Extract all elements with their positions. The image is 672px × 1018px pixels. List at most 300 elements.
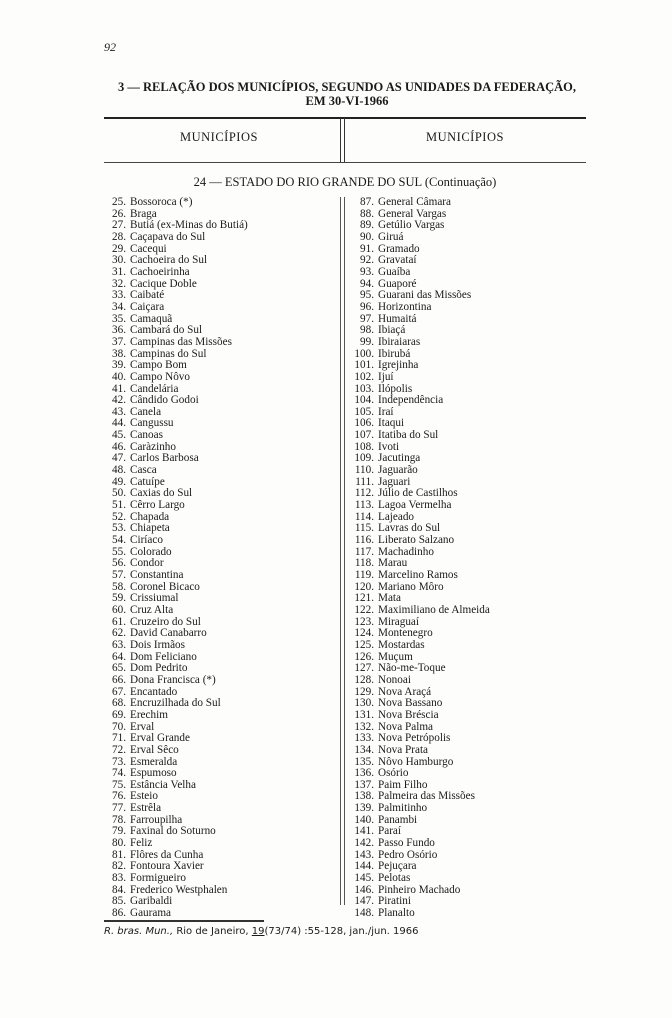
item-number: 58. bbox=[112, 580, 126, 593]
column-header-left: MUNICÍPIOS bbox=[180, 130, 258, 144]
item-name: Gramado bbox=[378, 242, 420, 255]
item-number: 140. bbox=[354, 813, 374, 826]
item-number: 33. bbox=[112, 289, 126, 302]
list-item bbox=[348, 372, 490, 384]
item-name: Carlos Barbosa bbox=[130, 452, 199, 465]
item-number: 61. bbox=[112, 615, 126, 628]
item-name: Chiapeta bbox=[130, 522, 170, 535]
item-name: Planalto bbox=[378, 907, 415, 920]
item-number: 60. bbox=[112, 603, 126, 616]
item-name: Campo Nôvo bbox=[130, 370, 190, 383]
list-item bbox=[348, 675, 490, 687]
item-name: Encantado bbox=[130, 685, 178, 698]
item-name: Não-me-Toque bbox=[378, 662, 446, 675]
item-name: Fontoura Xavier bbox=[130, 860, 204, 873]
item-number: 121. bbox=[354, 592, 374, 605]
item-number: 55. bbox=[112, 545, 126, 558]
item-name: Lajeado bbox=[378, 510, 415, 523]
item-number: 52. bbox=[112, 510, 126, 523]
item-number: 102. bbox=[354, 370, 374, 383]
list-item bbox=[348, 302, 490, 314]
table-top-rule bbox=[104, 117, 586, 119]
municipality-list-left bbox=[102, 197, 248, 920]
item-name: Coronel Bicaco bbox=[130, 580, 200, 593]
item-number: 62. bbox=[112, 627, 126, 640]
item-name: Erechim bbox=[130, 708, 168, 721]
item-name: Formigueiro bbox=[130, 872, 186, 885]
item-number: 141. bbox=[354, 825, 374, 838]
item-number: 109. bbox=[354, 452, 374, 465]
item-name: Estrêla bbox=[130, 802, 162, 815]
item-name: Bossoroca (*) bbox=[130, 196, 193, 208]
item-number: 115. bbox=[354, 522, 374, 535]
item-number: 93. bbox=[360, 265, 374, 278]
item-name: Cacique Doble bbox=[130, 277, 197, 290]
item-name: Dona Francisca (*) bbox=[130, 673, 216, 686]
item-number: 147. bbox=[354, 895, 374, 908]
item-number: 41. bbox=[112, 382, 126, 395]
item-number: 36. bbox=[112, 324, 126, 337]
list-item bbox=[102, 500, 248, 512]
item-name: Igrejinha bbox=[378, 359, 419, 372]
item-number: 57. bbox=[112, 569, 126, 581]
item-number: 68. bbox=[112, 697, 126, 710]
item-name: Nova Bassano bbox=[378, 697, 443, 710]
list-item bbox=[348, 535, 490, 547]
item-number: 74. bbox=[112, 767, 126, 780]
item-number: 37. bbox=[112, 335, 126, 348]
item-name: Butiá (ex-Minas do Butiá) bbox=[130, 219, 248, 232]
item-number: 53. bbox=[112, 522, 126, 535]
item-name: Camaquã bbox=[130, 312, 173, 325]
item-number: 105. bbox=[354, 405, 374, 418]
item-name: Erval Grande bbox=[130, 732, 190, 745]
section-title-line-2: EM 30-VI-1966 bbox=[305, 94, 389, 108]
footer-issue: (73/74) :55-128, jan./jun. 1966 bbox=[264, 926, 419, 937]
item-number: 99. bbox=[360, 335, 374, 348]
item-number: 51. bbox=[112, 499, 126, 512]
list-item bbox=[102, 337, 248, 349]
item-name: Ibirubá bbox=[378, 347, 411, 360]
item-name: Frederico Westphalen bbox=[130, 883, 228, 896]
item-number: 27. bbox=[112, 219, 126, 232]
item-number: 120. bbox=[354, 580, 374, 593]
item-number: 43. bbox=[112, 405, 126, 418]
item-number: 96. bbox=[360, 300, 374, 313]
item-name: Nova Araçá bbox=[378, 685, 432, 698]
item-name: Cachoeirinha bbox=[130, 265, 190, 278]
item-number: 83. bbox=[112, 872, 126, 885]
item-number: 107. bbox=[354, 429, 374, 442]
item-name: Humaitá bbox=[378, 312, 417, 325]
item-number: 39. bbox=[112, 359, 126, 372]
footer-rule bbox=[104, 920, 264, 922]
item-name: Ibiaçá bbox=[378, 324, 406, 337]
item-name: Canoas bbox=[130, 429, 163, 442]
item-name: Pedro Osório bbox=[378, 848, 438, 861]
item-name: General Câmara bbox=[378, 196, 451, 208]
item-number: 131. bbox=[354, 708, 374, 721]
item-name: Caràzinho bbox=[130, 440, 176, 453]
item-name: Espumoso bbox=[130, 767, 177, 780]
item-name: Esteio bbox=[130, 790, 158, 803]
item-number: 133. bbox=[354, 732, 374, 745]
item-name: Nova Petrópolis bbox=[378, 732, 451, 745]
item-number: 125. bbox=[354, 638, 374, 651]
list-item bbox=[102, 197, 248, 209]
item-number: 112. bbox=[354, 487, 374, 500]
item-name: Itaqui bbox=[378, 417, 405, 430]
item-name: General Vargas bbox=[378, 207, 447, 220]
list-item bbox=[348, 710, 490, 722]
item-name: Casca bbox=[130, 464, 157, 477]
item-number: 144. bbox=[354, 860, 374, 873]
item-name: Giruá bbox=[378, 230, 404, 243]
list-item bbox=[348, 908, 490, 920]
item-name: Catuípe bbox=[130, 475, 165, 488]
item-name: Caxias do Sul bbox=[130, 487, 193, 500]
list-item bbox=[102, 640, 248, 652]
item-number: 129. bbox=[354, 685, 374, 698]
state-title: 24 — ESTADO DO RIO GRANDE DO SUL (Continuação) bbox=[193, 175, 497, 189]
list-item bbox=[102, 838, 248, 850]
item-number: 119. bbox=[354, 569, 374, 581]
item-number: 88. bbox=[360, 207, 374, 220]
item-name: Palmeira das Missões bbox=[378, 790, 475, 803]
item-number: 47. bbox=[112, 452, 126, 465]
item-number: 26. bbox=[112, 207, 126, 220]
item-number: 114. bbox=[354, 510, 374, 523]
item-name: Montenegro bbox=[378, 627, 433, 640]
item-number: 77. bbox=[112, 802, 126, 815]
list-item bbox=[102, 873, 248, 885]
item-number: 128. bbox=[354, 673, 374, 686]
item-name: Estância Velha bbox=[130, 778, 196, 791]
item-number: 72. bbox=[112, 743, 126, 756]
item-number: 34. bbox=[112, 300, 126, 313]
item-number: 113. bbox=[354, 499, 374, 512]
item-name: Gaurama bbox=[130, 907, 171, 920]
item-number: 104. bbox=[354, 394, 374, 407]
item-name: Getúlio Vargas bbox=[378, 219, 445, 232]
list-item bbox=[102, 372, 248, 384]
item-name: Jaguarão bbox=[378, 464, 418, 477]
item-number: 91. bbox=[360, 242, 374, 255]
item-name: Braga bbox=[130, 207, 157, 220]
item-name: Paim Filho bbox=[378, 778, 428, 791]
section-title bbox=[104, 80, 590, 108]
list-item bbox=[102, 745, 248, 757]
item-number: 103. bbox=[354, 382, 374, 395]
item-number: 106. bbox=[354, 417, 374, 430]
item-name: Pejuçara bbox=[378, 860, 417, 873]
item-name: Ibiraiaras bbox=[378, 335, 421, 348]
item-name: Nôvo Hamburgo bbox=[378, 755, 454, 768]
item-number: 75. bbox=[112, 778, 126, 791]
item-name: Palmitinho bbox=[378, 802, 428, 815]
item-name: Condor bbox=[130, 557, 164, 570]
item-number: 25. bbox=[112, 196, 126, 208]
item-number: 46. bbox=[112, 440, 126, 453]
item-name: Colorado bbox=[130, 545, 172, 558]
item-number: 65. bbox=[112, 662, 126, 675]
item-name: Nova Prata bbox=[378, 743, 429, 756]
item-number: 80. bbox=[112, 837, 126, 850]
item-number: 30. bbox=[112, 254, 126, 267]
item-number: 35. bbox=[112, 312, 126, 325]
item-number: 95. bbox=[360, 289, 374, 302]
item-number: 135. bbox=[354, 755, 374, 768]
item-name: Dom Feliciano bbox=[130, 650, 197, 663]
list-item bbox=[348, 838, 490, 850]
item-number: 132. bbox=[354, 720, 374, 733]
list-item bbox=[348, 197, 490, 209]
item-name: Piratini bbox=[378, 895, 411, 908]
item-name: Caçapava do Sul bbox=[130, 230, 206, 243]
item-name: Faxinal do Soturno bbox=[130, 825, 216, 838]
item-number: 111. bbox=[355, 475, 374, 488]
item-number: 124. bbox=[354, 627, 374, 640]
section-title-line-1: 3 — RELAÇÃO DOS MUNICÍPIOS, SEGUNDO AS UNIDADES DA FEDERAÇÃO, bbox=[117, 80, 577, 94]
column-divider-body bbox=[340, 197, 345, 905]
item-name: Cachoeira do Sul bbox=[130, 254, 208, 267]
item-number: 117. bbox=[354, 545, 374, 558]
item-number: 90. bbox=[360, 230, 374, 243]
item-name: Erval Sêco bbox=[130, 743, 179, 756]
item-name: Panambi bbox=[378, 813, 418, 826]
item-name: Encruzilhada do Sul bbox=[130, 697, 221, 710]
item-name: Marcelino Ramos bbox=[378, 569, 458, 581]
item-name: Jaguari bbox=[378, 475, 411, 488]
item-name: Ciríaco bbox=[130, 534, 163, 547]
item-number: 63. bbox=[112, 638, 126, 651]
list-item bbox=[102, 535, 248, 547]
list-item bbox=[102, 710, 248, 722]
list-item bbox=[348, 267, 490, 279]
item-number: 108. bbox=[354, 440, 374, 453]
list-item bbox=[348, 232, 490, 244]
item-name: Cacequi bbox=[130, 242, 167, 255]
column-header-right: MUNICÍPIOS bbox=[426, 130, 504, 144]
list-item bbox=[102, 267, 248, 279]
table-header-rule bbox=[104, 162, 586, 163]
item-number: 122. bbox=[354, 603, 374, 616]
item-name: Cêrro Largo bbox=[130, 499, 185, 512]
item-name: Dois Irmãos bbox=[130, 638, 185, 651]
item-name: Itatiba do Sul bbox=[378, 429, 439, 442]
footer-journal: R. bras. Mun., bbox=[104, 926, 174, 937]
item-number: 81. bbox=[112, 848, 126, 861]
item-number: 148. bbox=[354, 907, 374, 920]
item-name: Jacutinga bbox=[378, 452, 421, 465]
item-name: Mostardas bbox=[378, 638, 425, 651]
item-name: Osório bbox=[378, 767, 409, 780]
item-number: 42. bbox=[112, 394, 126, 407]
item-number: 85. bbox=[112, 895, 126, 908]
list-item bbox=[348, 465, 490, 477]
item-name: Lavras do Sul bbox=[378, 522, 441, 535]
item-number: 38. bbox=[112, 347, 126, 360]
item-name: Mariano Môro bbox=[378, 580, 444, 593]
list-item bbox=[102, 908, 248, 920]
item-number: 48. bbox=[112, 464, 126, 477]
item-name: Muçum bbox=[378, 650, 413, 663]
list-item bbox=[348, 605, 490, 617]
item-number: 97. bbox=[360, 312, 374, 325]
item-name: Ilópolis bbox=[378, 382, 413, 395]
item-name: Mata bbox=[378, 592, 401, 605]
item-number: 116. bbox=[354, 534, 374, 547]
item-number: 139. bbox=[354, 802, 374, 815]
item-number: 49. bbox=[112, 475, 126, 488]
item-name: Gravataí bbox=[378, 254, 417, 267]
item-name: Nonoai bbox=[378, 673, 411, 686]
item-number: 31. bbox=[112, 265, 126, 278]
item-number: 54. bbox=[112, 534, 126, 547]
item-name: Passo Fundo bbox=[378, 837, 435, 850]
page-number: 92 bbox=[104, 40, 116, 54]
item-name: Farroupilha bbox=[130, 813, 183, 826]
item-number: 28. bbox=[112, 230, 126, 243]
item-number: 134. bbox=[354, 743, 374, 756]
item-name: Liberato Salzano bbox=[378, 534, 455, 547]
item-number: 69. bbox=[112, 708, 126, 721]
item-name: Chapada bbox=[130, 510, 170, 523]
item-number: 98. bbox=[360, 324, 374, 337]
item-name: Júlio de Castilhos bbox=[378, 487, 458, 500]
item-number: 92. bbox=[360, 254, 374, 267]
item-number: 86. bbox=[112, 907, 126, 920]
item-name: Flôres da Cunha bbox=[130, 848, 204, 861]
item-name: Ijuí bbox=[378, 370, 394, 383]
item-number: 145. bbox=[354, 872, 374, 885]
item-number: 64. bbox=[112, 650, 126, 663]
item-number: 56. bbox=[112, 557, 126, 570]
footer-volume: 19 bbox=[251, 926, 265, 937]
item-number: 79. bbox=[112, 825, 126, 838]
item-name: Campo Bom bbox=[130, 359, 187, 372]
column-divider-header bbox=[340, 118, 345, 162]
item-number: 101. bbox=[354, 359, 374, 372]
item-number: 71. bbox=[112, 732, 126, 745]
item-number: 73. bbox=[112, 755, 126, 768]
item-name: Nova Palma bbox=[378, 720, 433, 733]
item-name: Erval bbox=[130, 720, 155, 733]
item-number: 94. bbox=[360, 277, 374, 290]
item-name: Cangussu bbox=[130, 417, 174, 430]
list-item bbox=[348, 570, 490, 582]
item-name: Pelotas bbox=[378, 872, 411, 885]
list-item bbox=[102, 465, 248, 477]
item-name: Esmeralda bbox=[130, 755, 178, 768]
item-name: Dom Pedrito bbox=[130, 662, 188, 675]
item-number: 143. bbox=[354, 848, 374, 861]
municipality-list-right bbox=[348, 197, 490, 920]
item-number: 29. bbox=[112, 242, 126, 255]
item-number: 67. bbox=[112, 685, 126, 698]
item-number: 32. bbox=[112, 277, 126, 290]
item-name: Nova Bréscia bbox=[378, 708, 439, 721]
list-item bbox=[102, 570, 248, 582]
list-item bbox=[102, 302, 248, 314]
item-number: 130. bbox=[354, 697, 374, 710]
item-number: 40. bbox=[112, 370, 126, 383]
item-number: 123. bbox=[354, 615, 374, 628]
item-name: Independência bbox=[378, 394, 444, 407]
item-number: 44. bbox=[112, 417, 126, 430]
list-item bbox=[348, 500, 490, 512]
item-number: 89. bbox=[360, 219, 374, 232]
item-name: David Canabarro bbox=[130, 627, 207, 640]
item-name: Campinas do Sul bbox=[130, 347, 207, 360]
list-item bbox=[348, 873, 490, 885]
item-name: Feliz bbox=[130, 837, 153, 850]
item-number: 142. bbox=[354, 837, 374, 850]
item-name: Constantina bbox=[130, 569, 184, 581]
item-number: 82. bbox=[112, 860, 126, 873]
footer-citation bbox=[104, 926, 418, 937]
list-item bbox=[348, 337, 490, 349]
item-name: Pinheiro Machado bbox=[378, 883, 461, 896]
item-number: 127. bbox=[354, 662, 374, 675]
item-number: 66. bbox=[112, 673, 126, 686]
list-item bbox=[102, 605, 248, 617]
item-name: Candelária bbox=[130, 382, 179, 395]
item-name: Caiçara bbox=[130, 300, 165, 313]
item-number: 76. bbox=[112, 790, 126, 803]
item-name: Marau bbox=[378, 557, 408, 570]
item-number: 45. bbox=[112, 429, 126, 442]
item-name: Cruzeiro do Sul bbox=[130, 615, 201, 628]
item-name: Maximiliano de Almeida bbox=[378, 603, 490, 616]
item-name: Ivoti bbox=[378, 440, 400, 453]
item-name: Guaíba bbox=[378, 265, 411, 278]
item-name: Crissiumal bbox=[130, 592, 179, 605]
item-number: 118. bbox=[354, 557, 374, 570]
footer-place: Rio de Janeiro, bbox=[176, 926, 249, 937]
item-number: 126. bbox=[354, 650, 374, 663]
item-number: 138. bbox=[354, 790, 374, 803]
item-name: Cambará do Sul bbox=[130, 324, 203, 337]
list-item bbox=[102, 675, 248, 687]
item-number: 70. bbox=[112, 720, 126, 733]
item-name: Paraí bbox=[378, 825, 401, 838]
item-name: Guarani das Missões bbox=[378, 289, 472, 302]
item-number: 146. bbox=[354, 883, 374, 896]
item-number: 110. bbox=[354, 464, 374, 477]
item-name: Horizontina bbox=[378, 300, 432, 313]
item-name: Guaporé bbox=[378, 277, 417, 290]
item-name: Machadinho bbox=[378, 545, 434, 558]
list-item bbox=[348, 640, 490, 652]
item-name: Caibaté bbox=[130, 289, 165, 302]
list-item bbox=[348, 745, 490, 757]
item-number: 136. bbox=[354, 767, 374, 780]
item-number: 78. bbox=[112, 813, 126, 826]
item-name: Miraguaí bbox=[378, 615, 420, 628]
item-number: 100. bbox=[354, 347, 374, 360]
item-name: Cruz Alta bbox=[130, 603, 174, 616]
item-number: 84. bbox=[112, 883, 126, 896]
item-name: Canela bbox=[130, 405, 162, 418]
item-number: 137. bbox=[354, 778, 374, 791]
item-number: 87. bbox=[360, 196, 374, 208]
item-name: Cândido Godoi bbox=[130, 394, 199, 407]
item-name: Campinas das Missões bbox=[130, 335, 232, 348]
list-item bbox=[102, 232, 248, 244]
item-name: Lagoa Vermelha bbox=[378, 499, 452, 512]
item-number: 59. bbox=[112, 592, 126, 605]
